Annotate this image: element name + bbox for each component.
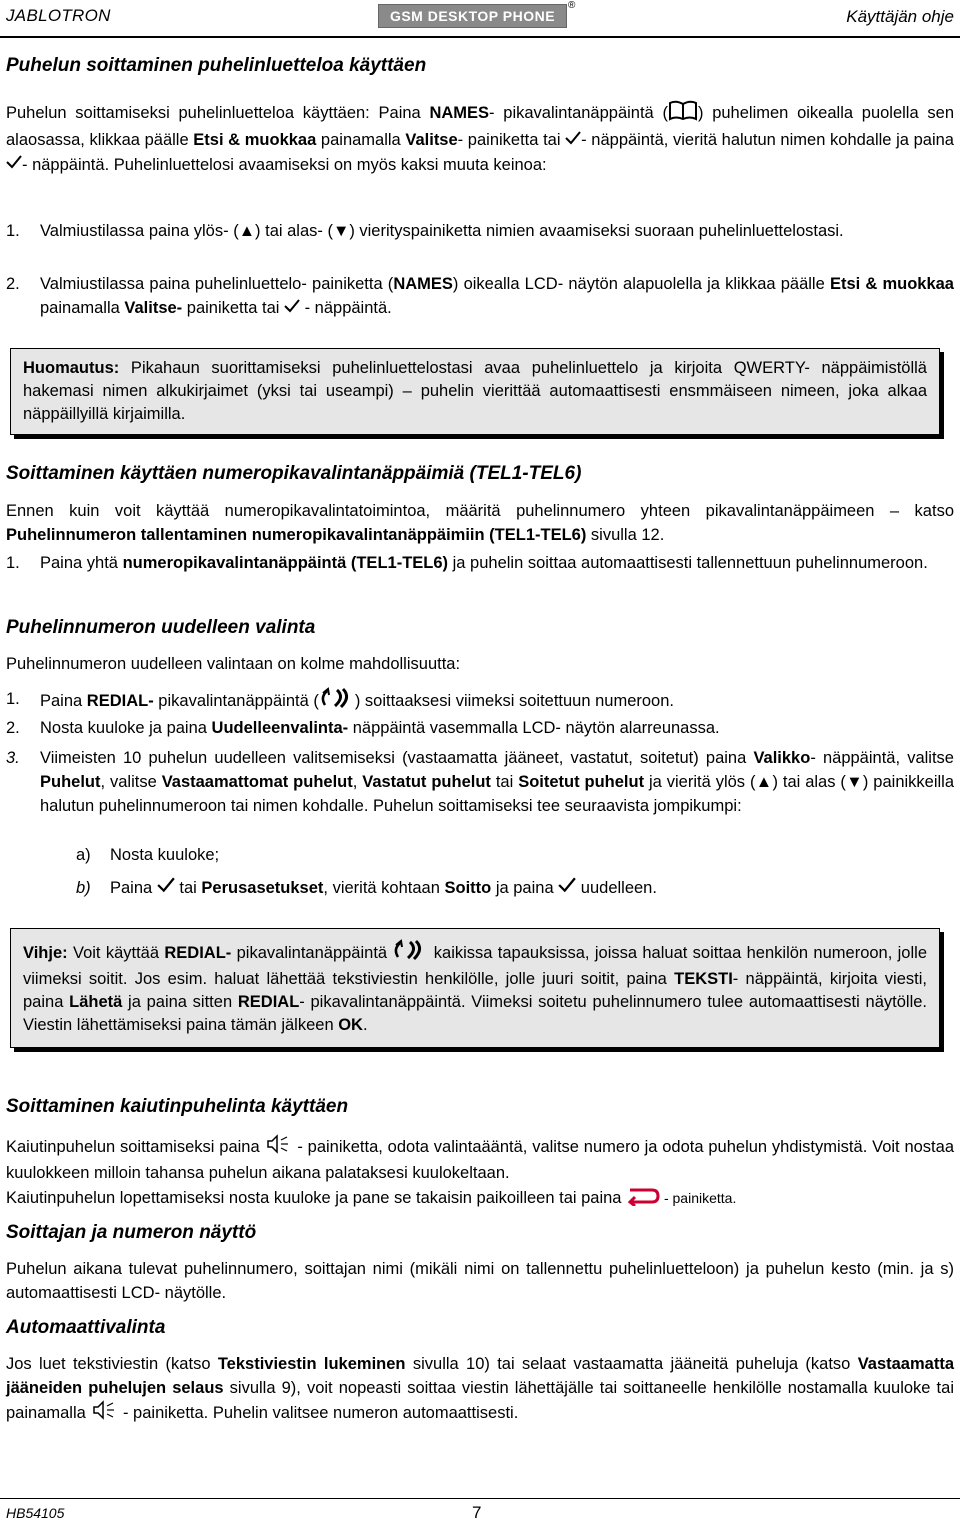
speaker-icon: [264, 1134, 292, 1161]
section-title-caller-id: Soittajan ja numeron näyttö: [6, 1222, 257, 1243]
check-icon: [6, 153, 22, 177]
list-item: 1. Valmiustilassa paina ylös- (▲) tai alas- (▼) vierityspainiketta nimien avaamiseksi suoraan puhelinluettelostasi.: [6, 222, 844, 240]
check-icon: [157, 876, 175, 901]
hangup-icon: [626, 1184, 660, 1213]
product-logo: GSM DESKTOP PHONE: [378, 4, 567, 28]
phonebook-intro-paragraph: Puhelun soittamiseksi puhelinluetteloa käyttäen: Paina NAMES- pikavalintanäppäintä ( ) puhelimen oikealla puolella sen alaosassa, klikkaa päälle Etsi & muokkaa painamalla Valitse- painiketta tai - näppäintä, vieritä halutun nimen kohdalle ja paina - näppäintä. Puhelinluettelosi avaamiseksi on myös kaksi muuta keinoa:: [6, 99, 954, 177]
speed-dial-paragraph: Ennen kuin voit käyttää numeropikavalintatoimintoa, määritä puhelinnumero yhteen pikavalintanäppäimeen – katso Puhelinnumeron tallentaminen numeropikavalintanäppäimiin (TEL1-TEL6) sivulla 12.: [6, 502, 954, 544]
section-title-auto-dial: Automaattivalinta: [6, 1317, 166, 1338]
up-arrow-icon: ▲: [755, 773, 773, 791]
down-arrow-icon: ▼: [845, 773, 863, 791]
section-title-phonebook-call: Puhelun soittaminen puhelinluetteloa käyttäen: [6, 55, 427, 76]
speakerphone-end-paragraph: Kaiutinpuhelun lopettamiseksi nosta kuuloke ja pane se takaisin paikoilleen tai paina - painiketta.: [6, 1184, 954, 1213]
doc-type: Käyttäjän ohje: [846, 7, 954, 26]
brand-name: JABLOTRON: [6, 6, 111, 25]
caller-id-paragraph: Puhelun aikana tulevat puhelinnumero, soittajan nimi (mikäli nimi on tallennettu puhelinluetteloon) ja puhelun kesto (min. ja s) automaattisesti LCD- näytölle.: [6, 1260, 954, 1302]
list-item: 2. Nosta kuuloke ja paina Uudelleenvalinta- näppäintä vasemmalla LCD- näytön alarreunassa.: [6, 719, 720, 737]
list-item: 3. Viimeisten 10 puhelun uudelleen valitsemiseksi (vastaamatta jääneet, vastatut, soitetut) paina Valikko- näppäintä, valitse Puhelut, valitse Vastaamattomat puhelut, Vastatut puhelut tai Soitetut puhelut ja vieritä ylös (▲) tai alas (▼) painikkeilla halutun puhelinnumeroon tai nimen kohdalle. Puhelun soittamiseksi tee seuraavista jompikumpi:: [6, 749, 955, 815]
note-box: Huomautus: Pikahaun suorittamiseksi puhelinluettelostasi avaa puhelinluettelo ja kirjoita QWERTY- näppäimistöllä hakemasi nimen alkukirjaimet (yksi tai useampi) – puhelin vierittää automaattisesti ensmmäiseen nimeen, joka alkaa näppäillyillä kirjaimilla.: [10, 348, 940, 435]
section-title-speed-dial: Soittaminen käyttäen numeropikavalintanäppäimiä (TEL1-TEL6): [6, 463, 582, 484]
down-arrow-icon: ▼: [332, 222, 350, 240]
speakerphone-paragraph: Kaiutinpuhelun soittamiseksi paina - painiketta, odota valintaääntä, valitse numero ja odota puhelun yhdistymistä. Voit nostaa kuulokkeen milloin tahansa puhelun aikana palataksesi kuulokeltaan.: [6, 1134, 954, 1185]
sub-list-item: a) Nosta kuuloke;: [76, 846, 220, 864]
section-title-redial: Puhelinnumeron uudelleen valinta: [6, 617, 316, 638]
tip-box: Vihje: Voit käyttää REDIAL- pikavalintanäppäintä kaikissa tapauksissa, joissa haluat soittaa henkilön numeroon, jolle viimeksi soitit. Jos esim. haluat lähettää tekstiviestin henkilölle, jolle juuri soitit, paina TEKSTI- näppäintä, kirjoita viesti, paina Lähetä ja paina sitten REDIAL- pikavalintanäppäintä. Viimeksi soitetu puhelinnumero tulee automaattisesti näytölle. Viestin lähettämiseksi paina tämän jälkeen OK.: [10, 928, 940, 1048]
check-icon: [558, 876, 576, 901]
sub-list-item: b) Paina tai Perusasetukset, vieritä kohtaan Soitto ja paina uudelleen.: [76, 876, 946, 901]
list-item: 1. Paina REDIAL- pikavalintanäppäintä ( ) soittaaksesi viimeksi soitettuun numeroon.: [6, 687, 954, 716]
registered-mark: ®: [568, 0, 576, 11]
auto-dial-paragraph: Jos luet tekstiviestin (katso Tekstiviestin lukeminen sivulla 10) tai selaat vastaamatta jääneitä puheluja (katso Vastaamatta jääneiden puhelujen selaus sivulla 9), voit nopeasti soittaa viestin lähettäjälle tai soittaneelle henkilölle nostamalla kuuloke tai painamalla - painiketta. Puhelin valitsee numeron automaattisesti.: [6, 1352, 954, 1427]
up-arrow-icon: ▲: [238, 222, 256, 240]
document-code: HB54105: [6, 1505, 65, 1521]
redial-icon: [319, 687, 355, 716]
phonebook-icon: [668, 99, 698, 128]
page-number: 7: [472, 1503, 482, 1522]
list-item: 2. Valmiustilassa paina puhelinluettelo- painiketta (NAMES) oikealla LCD- näytön alapuolella ja klikkaa päälle Etsi & muokkaa painamalla Valitse- painiketta tai - näppäintä.: [6, 272, 954, 321]
speaker-icon: [90, 1400, 118, 1427]
check-icon: [284, 297, 300, 321]
section-title-speakerphone: Soittaminen kaiutinpuhelinta käyttäen: [6, 1096, 349, 1117]
page-header: [0, 0, 960, 38]
redial-intro-paragraph: Puhelinnumeron uudelleen valintaan on kolme mahdollisuutta:: [6, 655, 461, 673]
check-icon: [565, 129, 581, 153]
redial-icon: [392, 939, 428, 968]
list-item: 1. Paina yhtä numeropikavalintanäppäintä (TEL1-TEL6) ja puhelin soittaa automaattisesti tallennettuun puhelinnumeroon.: [6, 554, 928, 572]
page-footer: [0, 1498, 960, 1523]
